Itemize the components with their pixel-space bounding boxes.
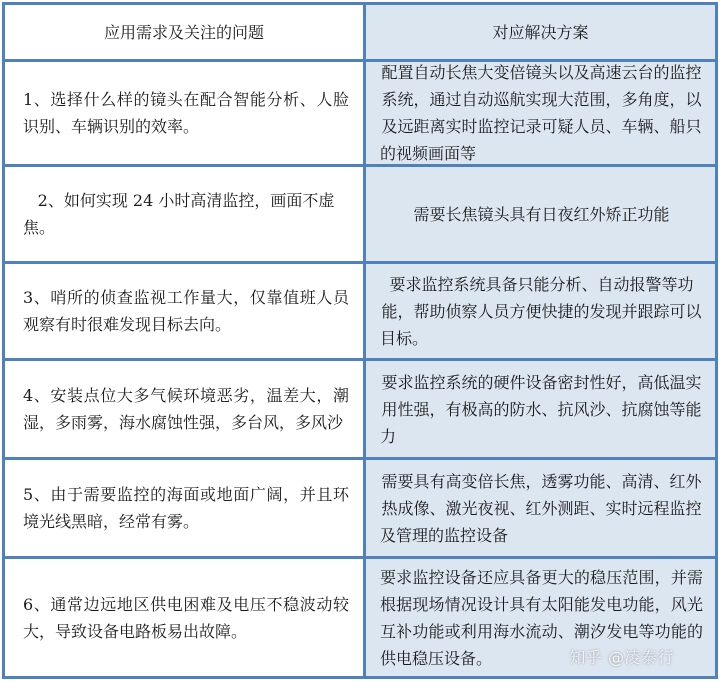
row-6-problem: 6、通常边远地区供电困难及电压不稳波动较大，导致设备电路板易出故障。 bbox=[5, 559, 363, 676]
row-1-solution: 配置自动长焦大变倍镜头以及高速云台的监控系统，通过自动巡航实现大范围，多角度，以及远距离实时监控记录可疑人员、车辆、船只的视频画面等 bbox=[366, 62, 715, 164]
row-3-problem: 3、哨所的侦查监视工作量大，仅靠值班人员观察有时很难发现目标去向。 bbox=[5, 264, 363, 358]
watermark: 知乎 @凌泰行 bbox=[569, 648, 674, 667]
header-solution: 对应解决方案 bbox=[366, 5, 715, 59]
row-2-problem: 2、如何实现 24 小时高清监控，画面不虚焦。 bbox=[5, 167, 363, 261]
requirements-solutions-table bbox=[2, 2, 718, 679]
header-problem: 应用需求及关注的问题 bbox=[5, 5, 363, 59]
row-3-solution: 要求监控系统具备只能分析、自动报警等功能，帮助侦察人员方便快捷的发现并跟踪可以目标。 bbox=[366, 264, 715, 358]
row-2-solution: 需要长焦镜头具有日夜红外矫正功能 bbox=[366, 167, 715, 261]
row-1-problem: 1、选择什么样的镜头在配合智能分析、人脸识别、车辆识别的效率。 bbox=[5, 62, 363, 164]
row-6-solution: 要求监控设备还应具备更大的稳压范围，并需根据现场情况设计具有太阳能发电功能，风光互补功能或利用海水流动、潮汐发电等功能的供电稳压设备。 bbox=[366, 559, 715, 676]
row-5-problem: 5、由于需要监控的海面或地面广阔，并且环境光线黑暗，经常有雾。 bbox=[5, 460, 363, 556]
row-4-problem: 4、安装点位大多气候环境恶劣，温差大，潮湿，多雨雾，海水腐蚀性强，多台风，多风沙 bbox=[5, 361, 363, 457]
row-5-solution: 需要具有高变倍长焦，透雾功能、高清、红外热成像、激光夜视、红外测距、实时远程监控及管理的监控设备 bbox=[366, 460, 715, 556]
row-4-solution: 要求监控系统的硬件设备密封性好，高低温实用性强，有极高的防水、抗风沙、抗腐蚀等能力 bbox=[366, 361, 715, 457]
